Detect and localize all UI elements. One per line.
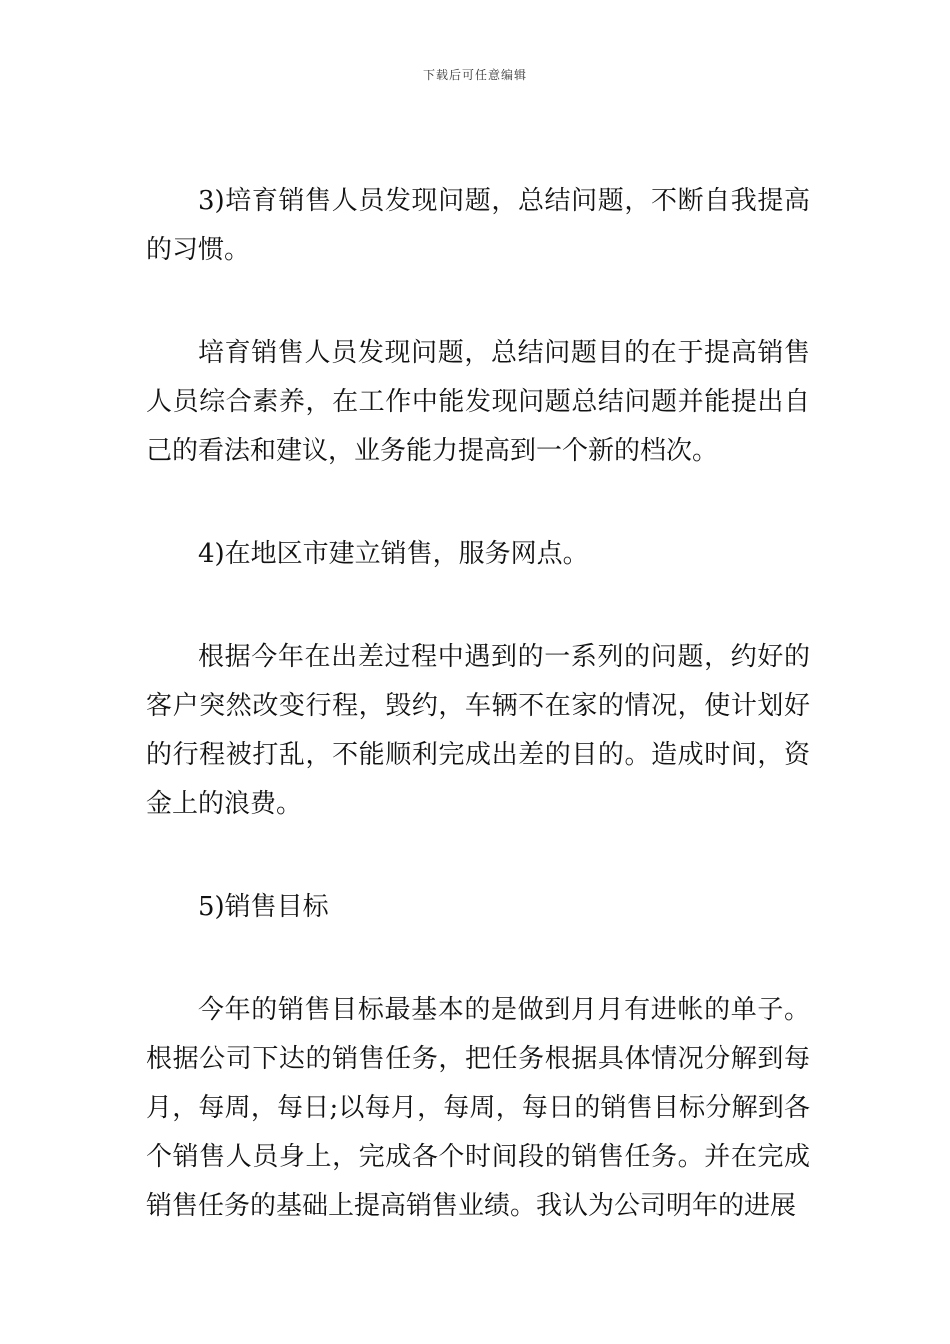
page-header-note: 下载后可任意编辑 — [422, 68, 527, 82]
document-body — [146, 177, 810, 1231]
paragraph-item-4-heading: 4)在地区市建立销售，服务网点。 — [198, 539, 589, 569]
paragraph-item-3-body: 培育销售人员发现问题，总结问题目的在于提高销售人员综合素养，在工作中能发现问题总结问题并能提出自己的看法和建议，业务能力提高到一个新的档次。 — [146, 338, 810, 466]
paragraph-item-3-heading: 3)培育销售人员发现问题，总结问题，不断自我提高的习惯。 — [146, 186, 810, 265]
paragraph-item-5-heading: 5)销售目标 — [198, 892, 329, 922]
paragraph-item-4-body: 根据今年在出差过程中遇到的一系列的问题，约好的客户突然改变行程，毁约，车辆不在家的情况，使计划好的行程被打乱，不能顺利完成出差的目的。造成时间，资金上的浪费。 — [146, 642, 810, 819]
paragraph-item-5-body: 今年的销售目标最基本的是做到月月有进帐的单子。根据公司下达的销售任务，把任务根据具体情况分解到每月，每周，每日;以每月，每周，每日的销售目标分解到各个销售人员身上，完成各个时间段的销售任务。并在完成销售任务的基础上提高销售业绩。我认为公司明年的进展 — [146, 995, 810, 1221]
